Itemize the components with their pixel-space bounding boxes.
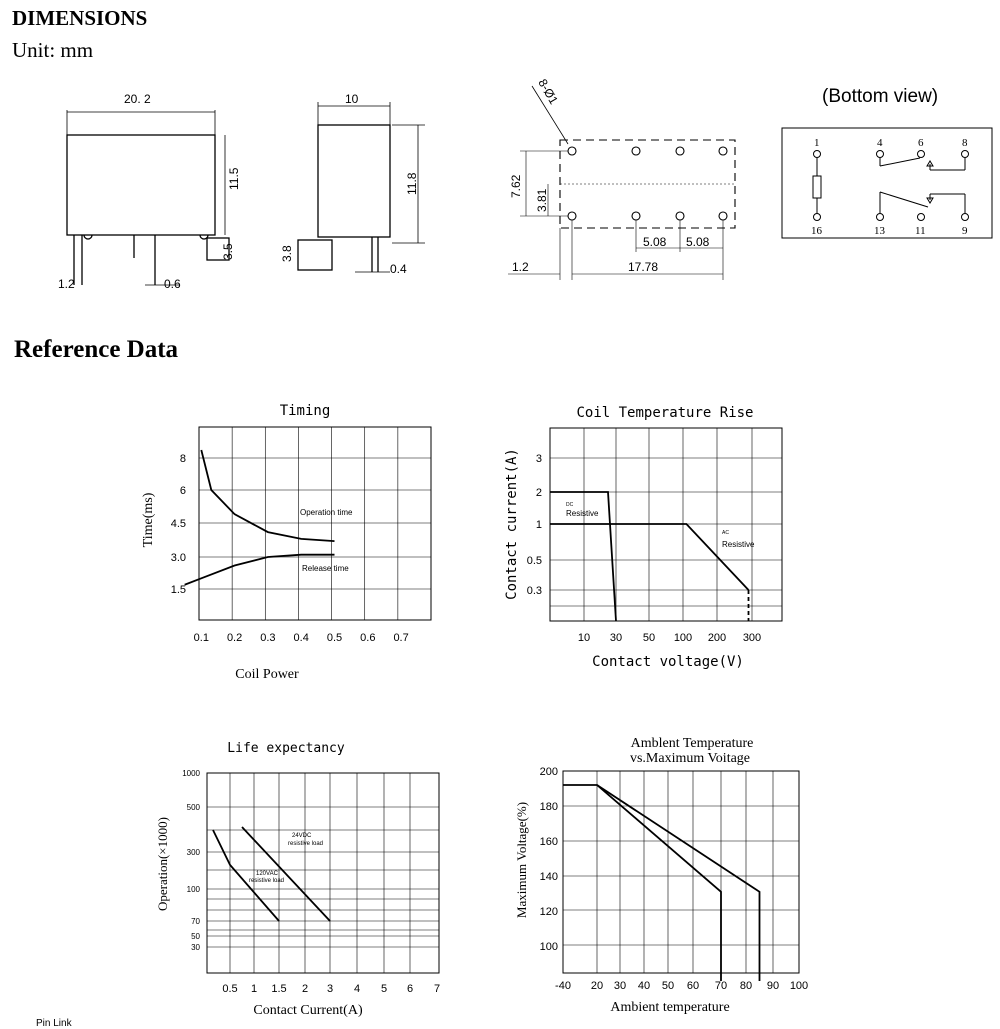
annotation: DC [566, 502, 574, 508]
dim-pin-3-5: 3.5 [221, 243, 235, 260]
pin-4: 4 [877, 137, 883, 149]
series-label: Operation time [300, 508, 353, 517]
ambient-temperature-chart [514, 736, 808, 1015]
y-axis-label: Time(ms) [141, 492, 156, 548]
y-axis-label: Maximum Voltage(%) [514, 801, 529, 919]
dimensions-heading: DIMENSIONS [12, 6, 148, 30]
footprint-drawing [508, 86, 735, 280]
x-tick-label: 40 [637, 980, 651, 992]
dim-hole: 8-Ø1 [535, 76, 561, 107]
page-footer-label: Pin Link [36, 1018, 72, 1029]
bottom-view-label: (Bottom view) [822, 86, 939, 107]
chart-title: Life expectancy [227, 741, 345, 756]
annotation: Resistive [722, 540, 755, 549]
dim-pin-1-2: 1.2 [58, 277, 75, 291]
y-tick-label: 3.0 [170, 552, 186, 564]
x-axis-label: Coil Power [235, 667, 299, 682]
annotation: Resistive [566, 509, 599, 518]
dim-height-11-8: 11.8 [405, 172, 419, 195]
y-tick-label: 100 [539, 941, 558, 953]
life-expectancy-chart [155, 741, 440, 1018]
x-tick-label: 2 [301, 983, 309, 995]
dim-1-2: 1.2 [512, 260, 529, 274]
y-tick-label: 140 [539, 871, 558, 883]
y-tick-label: 30 [191, 943, 200, 952]
dimension-drawings [0, 0, 1000, 330]
x-tick-label: 30 [609, 632, 623, 644]
annotation: 24VDC [292, 833, 312, 839]
chart-subtitle: vs.Maximum Voitage [629, 751, 751, 766]
x-tick-label: 4 [353, 983, 361, 995]
x-axis-label: Contact voltage(V) [592, 654, 744, 670]
y-tick-label: 2 [535, 487, 542, 499]
x-tick-label: 5 [380, 983, 388, 995]
dim-7-62: 7.62 [509, 174, 523, 198]
x-tick-label: 30 [613, 980, 627, 992]
pin-6: 6 [918, 137, 924, 149]
x-tick-label: 0.5 [222, 983, 238, 995]
annotation: 120VAC [256, 871, 278, 877]
x-tick-label: 7 [433, 983, 441, 995]
y-tick-label: 0.3 [526, 585, 542, 597]
dim-pin-0-4: 0.4 [390, 262, 407, 276]
x-tick-label: 70 [714, 980, 728, 992]
y-tick-label: 160 [539, 836, 558, 848]
coil-temperature-chart [504, 405, 782, 670]
operation-time-line [201, 450, 334, 541]
annotation: AC [722, 530, 729, 536]
x-tick-label: 100 [789, 980, 809, 992]
dim-5-08-b: 5.08 [686, 235, 710, 249]
x-tick-label: 20 [590, 980, 604, 992]
plot-frame [199, 427, 431, 620]
y-tick-label: 3 [535, 453, 542, 465]
unit-label: Unit: mm [12, 38, 94, 62]
y-tick-label: 500 [186, 803, 200, 812]
pinout-labels [811, 137, 968, 237]
x-tick-label: 60 [686, 980, 700, 992]
annotation: resistive load [288, 841, 324, 847]
dim-17-78: 17.78 [628, 260, 659, 274]
x-tick-label: 0.7 [393, 632, 409, 644]
pin-8: 8 [962, 137, 968, 149]
dim-5-08-a: 5.08 [643, 235, 667, 249]
reference-data-heading: Reference Data [14, 336, 179, 363]
x-axis-label: Ambient temperature [610, 1000, 730, 1015]
side-view-drawing [67, 110, 229, 285]
y-tick-label: 70 [191, 917, 200, 926]
x-tick-label: 6 [406, 983, 414, 995]
y-tick-label: 8 [179, 453, 186, 465]
derating-line-b [597, 785, 760, 981]
x-tick-label: 80 [739, 980, 753, 992]
pin-13: 13 [874, 225, 885, 237]
x-tick-label: 3 [326, 983, 334, 995]
chart-title: Timing [279, 403, 331, 419]
series-label: Release time [302, 564, 349, 573]
chart-title: Amblent Temperature [630, 736, 754, 751]
dim-pin-3-8: 3.8 [280, 245, 294, 262]
x-tick-label: 300 [742, 632, 762, 644]
x-tick-label: 0.6 [360, 632, 376, 644]
x-tick-label: 0.3 [260, 632, 276, 644]
dim-height-11-5: 11.5 [227, 167, 241, 190]
dim-3-81: 3.81 [535, 188, 549, 212]
dim-pin-0-6: 0.6 [164, 277, 181, 291]
y-tick-label: 0.5 [526, 555, 542, 567]
dim-width-20-2: 20. 2 [124, 92, 151, 106]
y-tick-label: 6 [179, 485, 186, 497]
x-tick-label: 0.2 [226, 632, 243, 644]
pin-9: 9 [962, 225, 968, 237]
y-tick-label: 4.5 [170, 518, 186, 530]
x-tick-label: 50 [642, 632, 656, 644]
pin-16: 16 [811, 225, 822, 237]
y-tick-label: 100 [186, 885, 200, 894]
x-tick-label: 0.5 [326, 632, 343, 644]
annotation: resistive load [249, 878, 285, 884]
x-tick-label: 1.5 [271, 983, 287, 995]
y-axis-label: Contact current(A) [504, 448, 520, 600]
x-tick-label: 50 [661, 980, 675, 992]
chart-title: Coil Temperature Rise [576, 405, 754, 421]
y-tick-label: 50 [191, 932, 200, 941]
y-tick-label: 200 [539, 766, 558, 778]
x-tick-label: 0.4 [293, 632, 309, 644]
plot-frame [207, 773, 439, 973]
x-tick-label: 200 [707, 632, 727, 644]
y-axis-label: Operation(×1000) [155, 817, 170, 911]
x-tick-label: 1 [250, 983, 258, 995]
y-tick-label: 300 [186, 848, 200, 857]
x-tick-label: 10 [577, 632, 591, 644]
timing-chart [141, 403, 431, 682]
y-tick-label: 1.5 [170, 584, 186, 596]
x-tick-label: -40 [555, 980, 571, 992]
x-tick-label: 100 [673, 632, 693, 644]
dim-width-10: 10 [345, 92, 359, 106]
reference-charts [0, 390, 1000, 1020]
y-tick-label: 1 [535, 519, 542, 531]
pin-11: 11 [915, 225, 926, 237]
x-tick-label: 0.1 [193, 632, 209, 644]
y-tick-label: 180 [539, 801, 558, 813]
x-axis-label: Contact Current(A) [253, 1003, 363, 1018]
plot-frame [563, 771, 799, 973]
y-tick-label: 120 [539, 906, 558, 918]
pin-1: 1 [814, 137, 820, 149]
x-tick-label: 90 [766, 980, 780, 992]
y-tick-label: 1000 [182, 769, 200, 778]
